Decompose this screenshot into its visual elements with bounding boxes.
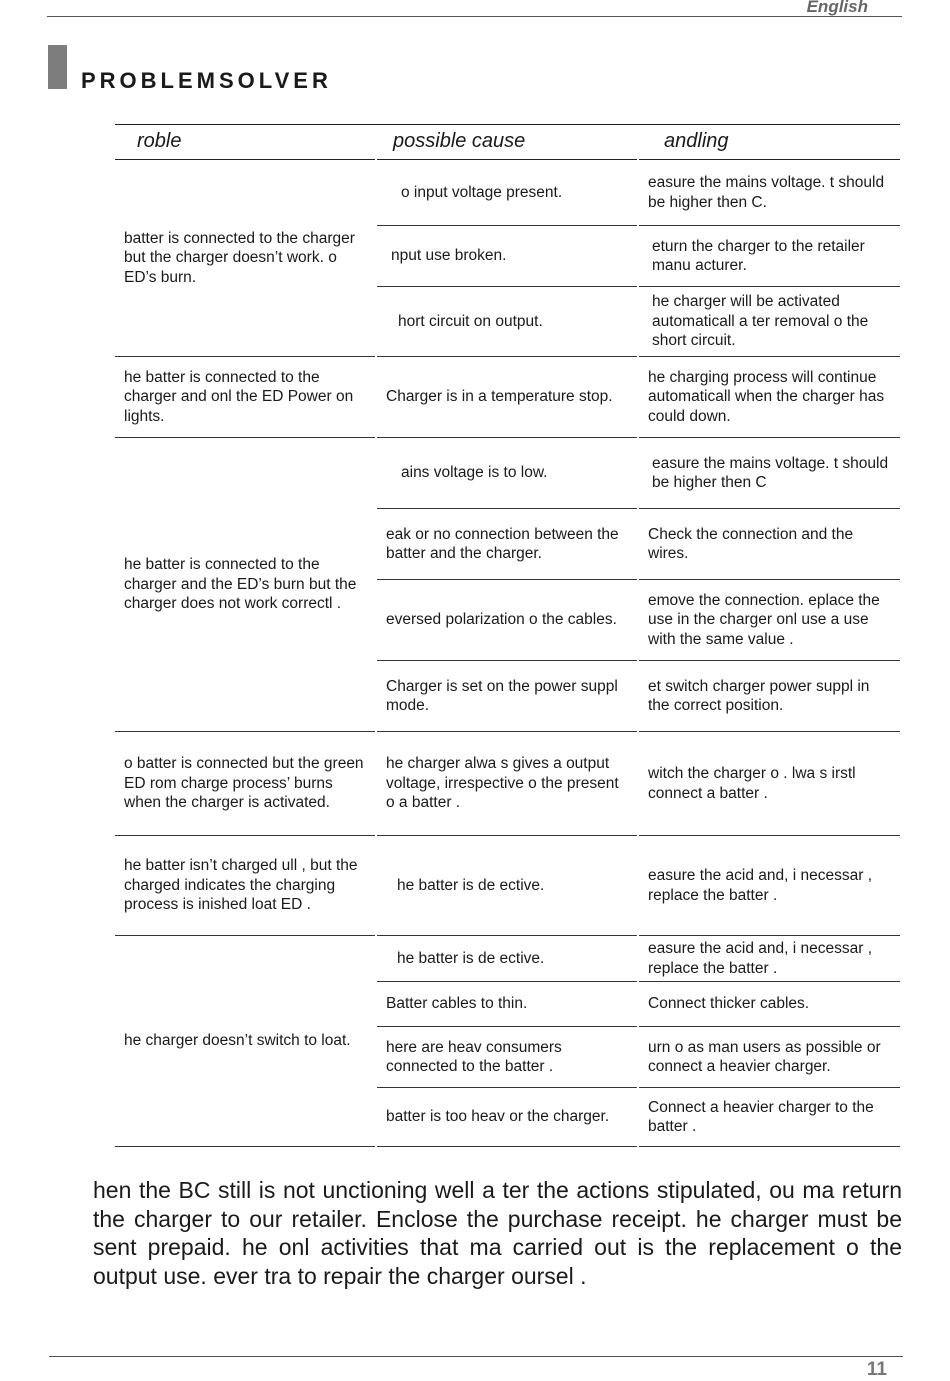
header-rule <box>47 16 902 17</box>
table-row <box>115 732 900 836</box>
page-number: 11 <box>866 1359 887 1380</box>
section-marker-bar <box>48 45 67 89</box>
handling-cell: urn o as man users as possible or connect a heavier charger. <box>638 1027 900 1088</box>
table-row <box>115 357 900 438</box>
handling-cell: easure the acid and, i necessar , replace the batter . <box>638 936 900 982</box>
cause-cell: batter is too heav or the charger. <box>376 1088 638 1147</box>
cause-cell: he batter is de ective. <box>376 836 638 936</box>
problem-cell: batter is connected to the charger but the charger doesn’t work. o ED’s burn. <box>115 160 376 357</box>
cause-cell: hort circuit on output. <box>376 287 638 357</box>
handling-cell: easure the mains voltage. t should be higher then C <box>638 438 900 509</box>
cause-cell: nput use broken. <box>376 226 638 287</box>
problem-cell: he batter is connected to the charger and the ED’s burn but the charger does not work correctl . <box>115 438 376 732</box>
handling-cell: eturn the charger to the retailer manu acturer. <box>638 226 900 287</box>
handling-cell: easure the acid and, i necessar , replace the batter . <box>638 836 900 936</box>
cause-cell: eversed polarization o the cables. <box>376 580 638 661</box>
closing-paragraph: hen the BC still is not unctioning well a ter the actions stipulated, ou ma return the charger to our retailer. Enclose the purchase receipt. he charger must be sent prepaid. he onl activities that ma carried out is the replacement o the output use. ever tra to repair the charger oursel . <box>93 1177 902 1289</box>
problem-cell: he charger doesn’t switch to loat. <box>115 936 376 1147</box>
header-cause: possible cause <box>376 125 638 160</box>
handling-cell: he charger will be activated automaticall a ter removal o the short circuit. <box>638 287 900 357</box>
language-label: English <box>806 0 868 16</box>
handling-cell: Connect thicker cables. <box>638 982 900 1027</box>
handling-cell: emove the connection. eplace the use in the charger onl use a use with the same value . <box>638 580 900 661</box>
handling-cell: witch the charger o . lwa s irstl connect a batter . <box>638 732 900 836</box>
table-row <box>115 160 900 226</box>
table-row <box>115 836 900 936</box>
problem-cell: he batter is connected to the charger and onl the ED Power on lights. <box>115 357 376 438</box>
cause-cell: Charger is set on the power suppl mode. <box>376 661 638 732</box>
problem-cell: o batter is connected but the green ED rom charge process’ burns when the charger is activated. <box>115 732 376 836</box>
section-title: PROBLEMSOLVER <box>81 68 332 93</box>
header-problem: roble <box>115 125 376 160</box>
table-row <box>115 438 900 509</box>
handling-cell: he charging process will continue automaticall when the charger has could down. <box>638 357 900 438</box>
footer-rule <box>49 1356 903 1357</box>
handling-cell: easure the mains voltage. t should be higher then C. <box>638 160 900 226</box>
table-row <box>115 936 900 982</box>
handling-cell: et switch charger power suppl in the correct position. <box>638 661 900 732</box>
cause-cell: he batter is de ective. <box>376 936 638 982</box>
cause-cell: he charger alwa s gives a output voltage, irrespective o the present o a batter . <box>376 732 638 836</box>
header-handling: andling <box>638 125 900 160</box>
cause-cell: Batter cables to thin. <box>376 982 638 1027</box>
problem-cell: he batter isn’t charged ull , but the charged indicates the charging process is inished loat ED . <box>115 836 376 936</box>
problem-solver-table <box>115 124 900 1147</box>
handling-cell: Check the connection and the wires. <box>638 509 900 580</box>
table-header-row <box>115 125 900 160</box>
cause-cell: Charger is in a temperature stop. <box>376 357 638 438</box>
cause-cell: o input voltage present. <box>376 160 638 226</box>
cause-cell: here are heav consumers connected to the batter . <box>376 1027 638 1088</box>
handling-cell: Connect a heavier charger to the batter . <box>638 1088 900 1147</box>
cause-cell: eak or no connection between the batter and the charger. <box>376 509 638 580</box>
cause-cell: ains voltage is to low. <box>376 438 638 509</box>
